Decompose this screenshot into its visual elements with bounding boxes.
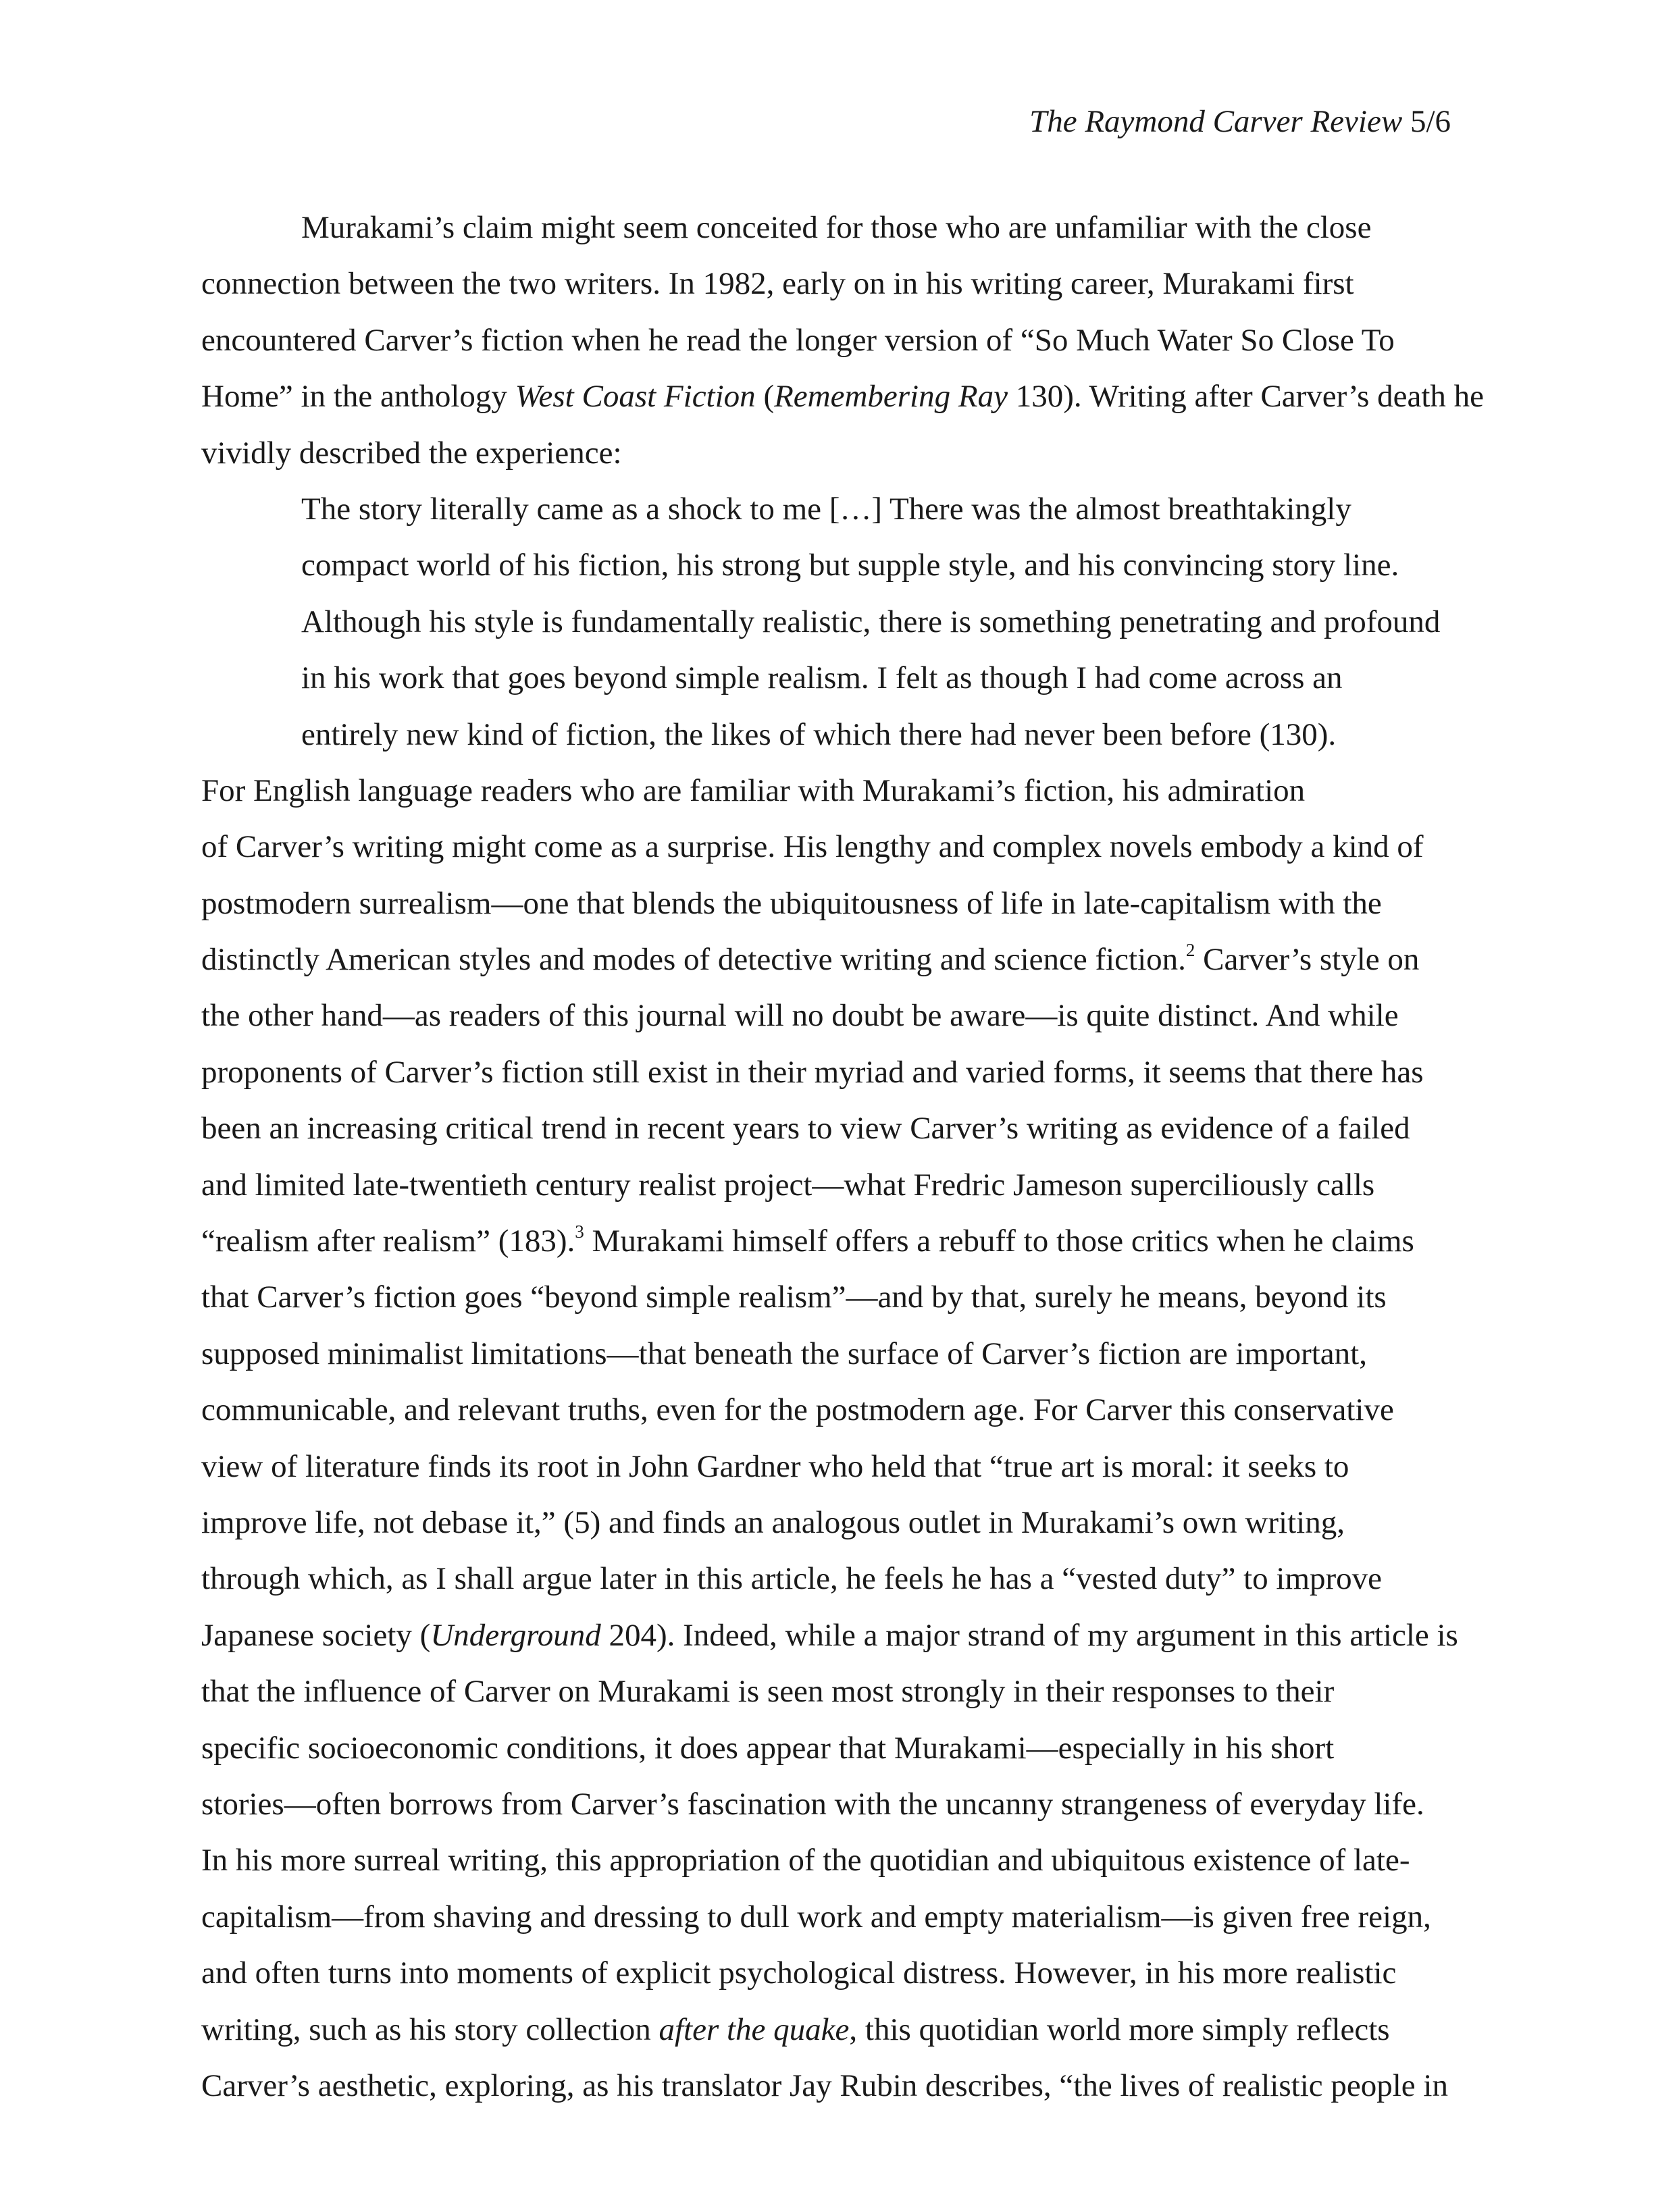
- text-run: writing, such as his story collection: [201, 2011, 659, 2047]
- text-line: stories—often borrows from Carver’s fascination with the uncanny strangeness of everyday life.: [201, 1786, 1424, 1822]
- quote-line: entirely new kind of fiction, the likes of which there had never been before (130).: [301, 716, 1337, 752]
- text-line: encountered Carver’s fiction when he read the longer version of “So Much Water So Close To: [201, 322, 1395, 358]
- book-title: Underground: [430, 1617, 601, 1653]
- text-line: proponents of Carver’s fiction still exist in their myriad and varied forms, it seems that there has: [201, 1054, 1424, 1090]
- text-line: communicable, and relevant truths, even for the postmodern age. For Carver this conservative: [201, 1392, 1394, 1428]
- text-line: vividly described the experience:: [201, 435, 622, 471]
- text-run: 130). Writing after Carver’s death he: [1007, 379, 1484, 415]
- quote-line: in his work that goes beyond simple realism. I felt as though I had come across an: [301, 660, 1343, 696]
- text-line: connection between the two writers. In 1982, early on in his writing career, Murakami first: [201, 266, 1354, 302]
- text-line: capitalism—from shaving and dressing to dull work and empty materialism—is given free reign,: [201, 1899, 1431, 1934]
- book-title: Remembering Ray: [774, 379, 1008, 415]
- quote-line: The story literally came as a shock to me […] There was the almost breathtakingly: [301, 491, 1351, 527]
- text-line: that the influence of Carver on Murakami is seen most strongly in their responses to their: [201, 1674, 1335, 1710]
- text-line: been an increasing critical trend in recent years to view Carver’s writing as evidence of a failed: [201, 1111, 1410, 1147]
- footnote-marker[interactable]: 2: [1185, 940, 1195, 961]
- text-run: Home” in the anthology: [201, 379, 515, 415]
- text-line: Murakami’s claim might seem conceited for those who are unfamiliar with the close: [301, 210, 1372, 245]
- text-line: specific socioeconomic conditions, it does appear that Murakami—especially in his short: [201, 1730, 1335, 1766]
- book-title: after the quake: [659, 2011, 850, 2047]
- text-line: [201, 1608, 1458, 1664]
- text-line: of Carver’s writing might come as a surprise. His lengthy and complex novels embody a kind of: [201, 829, 1424, 865]
- text-line: For English language readers who are familiar with Murakami’s fiction, his admiration: [201, 772, 1306, 808]
- page-number: 5/6: [1410, 104, 1451, 139]
- text-line: In his more surreal writing, this appropriation of the quotidian and ubiquitous existence of late-: [201, 1843, 1410, 1878]
- text-run: Murakami himself offers a rebuff to those critics when he claims: [584, 1223, 1414, 1259]
- text-line: [201, 1213, 1453, 1269]
- text-line: [201, 2002, 1453, 2058]
- paragraph-2: [201, 763, 1458, 2114]
- text-line: and limited late-twentieth century realist project—what Fredric Jameson superciliously calls: [201, 1167, 1375, 1203]
- text-run: distinctly American styles and modes of detective writing and science fiction.: [201, 942, 1186, 978]
- text-line: postmodern surrealism—one that blends the ubiquitousness of life in late-capitalism with the: [201, 885, 1382, 921]
- footnote-marker[interactable]: 3: [575, 1221, 584, 1242]
- running-header: [1029, 100, 1451, 143]
- text-run: Japanese society (: [201, 1617, 431, 1653]
- text-run: , this quotidian world more simply reflects: [849, 2011, 1390, 2047]
- text-run: Carver’s style on: [1195, 942, 1420, 978]
- text-line: and often turns into moments of explicit psychological distress. However, in his more realistic: [201, 1955, 1397, 1991]
- text-run: (: [755, 379, 775, 415]
- text-line: through which, as I shall argue later in this article, he feels he has a “vested duty” to improve: [201, 1561, 1383, 1597]
- text-line: that Carver’s fiction goes “beyond simple realism”—and by that, surely he means, beyond its: [201, 1280, 1387, 1315]
- text-line: the other hand—as readers of this journal will no doubt be aware—is quite distinct. And while: [201, 998, 1399, 1034]
- text-line: supposed minimalist limitations—that beneath the surface of Carver’s fiction are important,: [201, 1336, 1367, 1371]
- text-line: improve life, not debase it,” (5) and finds an analogous outlet in Murakami’s own writing,: [201, 1504, 1345, 1540]
- article-body: [201, 200, 1484, 2114]
- paragraph-1: [201, 200, 1484, 481]
- block-quote: [201, 481, 1453, 763]
- quote-line: compact world of his fiction, his strong but supple style, and his convincing story line.: [301, 548, 1399, 583]
- journal-title: The Raymond Carver Review: [1029, 104, 1403, 139]
- book-title: West Coast Fiction: [515, 379, 756, 415]
- quote-line: Although his style is fundamentally realistic, there is something penetrating and profound: [301, 604, 1441, 639]
- text-line: [201, 369, 1484, 425]
- text-line: Carver’s aesthetic, exploring, as his translator Jay Rubin describes, “the lives of realistic people in: [201, 2068, 1448, 2103]
- text-line: [201, 932, 1453, 988]
- text-run: “realism after realism” (183).: [201, 1223, 575, 1259]
- text-line: view of literature finds its root in John Gardner who held that “true art is moral: it seeks to: [201, 1448, 1349, 1484]
- text-run: 204). Indeed, while a major strand of my argument in this article is: [600, 1617, 1458, 1653]
